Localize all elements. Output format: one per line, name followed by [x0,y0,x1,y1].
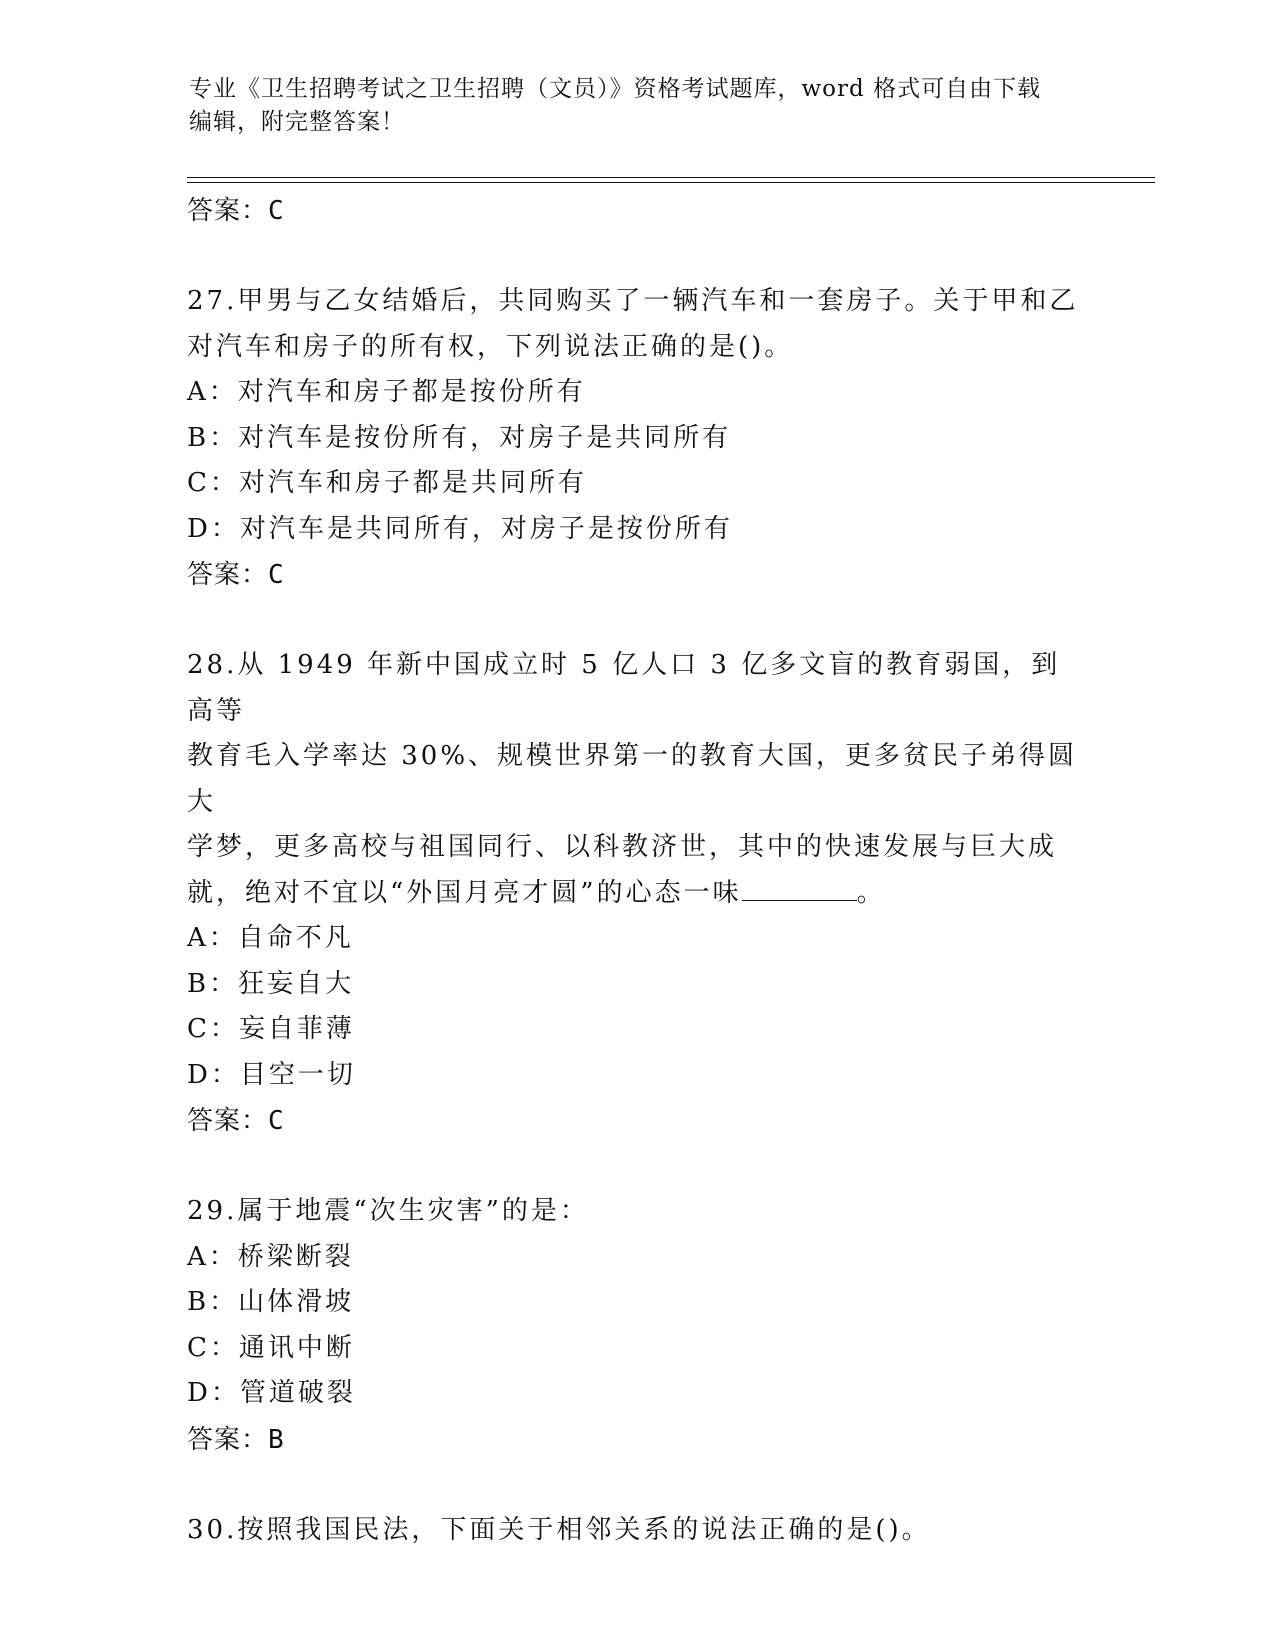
question-stem: 30.按照我国民法，下面关于相邻关系的说法正确的是()。 [187,1514,931,1545]
fill-in-blank [742,878,857,901]
option-d: D：目空一切 [187,1059,356,1090]
answer-line: 答案：C [187,196,285,226]
option-d: D：管道破裂 [187,1378,356,1408]
header-rule-bottom [187,182,1155,183]
option-c: C：通讯中断 [187,1332,355,1363]
question-stem: 27.甲男与乙女结婚后，共同购买了一辆汽车和一套房子。关于甲和乙 对汽车和房子的所有权，下列说法正确的是()。 [187,286,1079,362]
question-stem [187,643,1087,916]
option-a: A：对汽车和房子都是按份所有 [187,377,586,407]
option-a: A：自命不凡 [187,923,354,953]
option-c: C：妄自菲薄 [187,1014,355,1044]
document-header: 专业《卫生招聘考试之卫生招聘（文员）》资格考试题库，word 格式可自由下载 编辑，附完整答案！ [189,76,1042,135]
question-list [187,188,1087,1553]
answer-line: 答案：C [187,560,285,590]
option-c: C：对汽车和房子都是共同所有 [187,468,587,498]
option-d: D：对汽车是共同所有，对房子是按份所有 [187,513,733,544]
option-b: B：对汽车是按份所有，对房子是共同所有 [187,422,732,453]
option-b: B：山体滑坡 [187,1287,355,1317]
header-rule-top [187,177,1155,178]
question-stem: 29.属于地震“次生灾害”的是： [187,1196,589,1226]
question-stem-text: 28.从 1949 年新中国成立时 5 亿人口 3 亿多文盲的教育弱国，到高等 教育毛入学率达 30%、规模世界第一的教育大国，更多贫民子弟得圆大 学梦，更多高校与祖国同行、以科教济世，其中的快速发展与巨大成 就，绝对不宜以“外国月亮才圆”的心态一味 [187,650,1078,908]
question-30 [187,1508,1087,1554]
question-27 [187,279,1087,598]
question-stem-end: 。 [856,877,886,908]
question-28 [187,643,1087,1144]
option-b: B：狂妄自大 [187,968,355,999]
answer-line: 答案：B [187,1424,285,1455]
question-29 [187,1189,1087,1463]
answer-line: 答案：C [187,1106,285,1136]
option-a: A：桥梁断裂 [187,1241,354,1272]
